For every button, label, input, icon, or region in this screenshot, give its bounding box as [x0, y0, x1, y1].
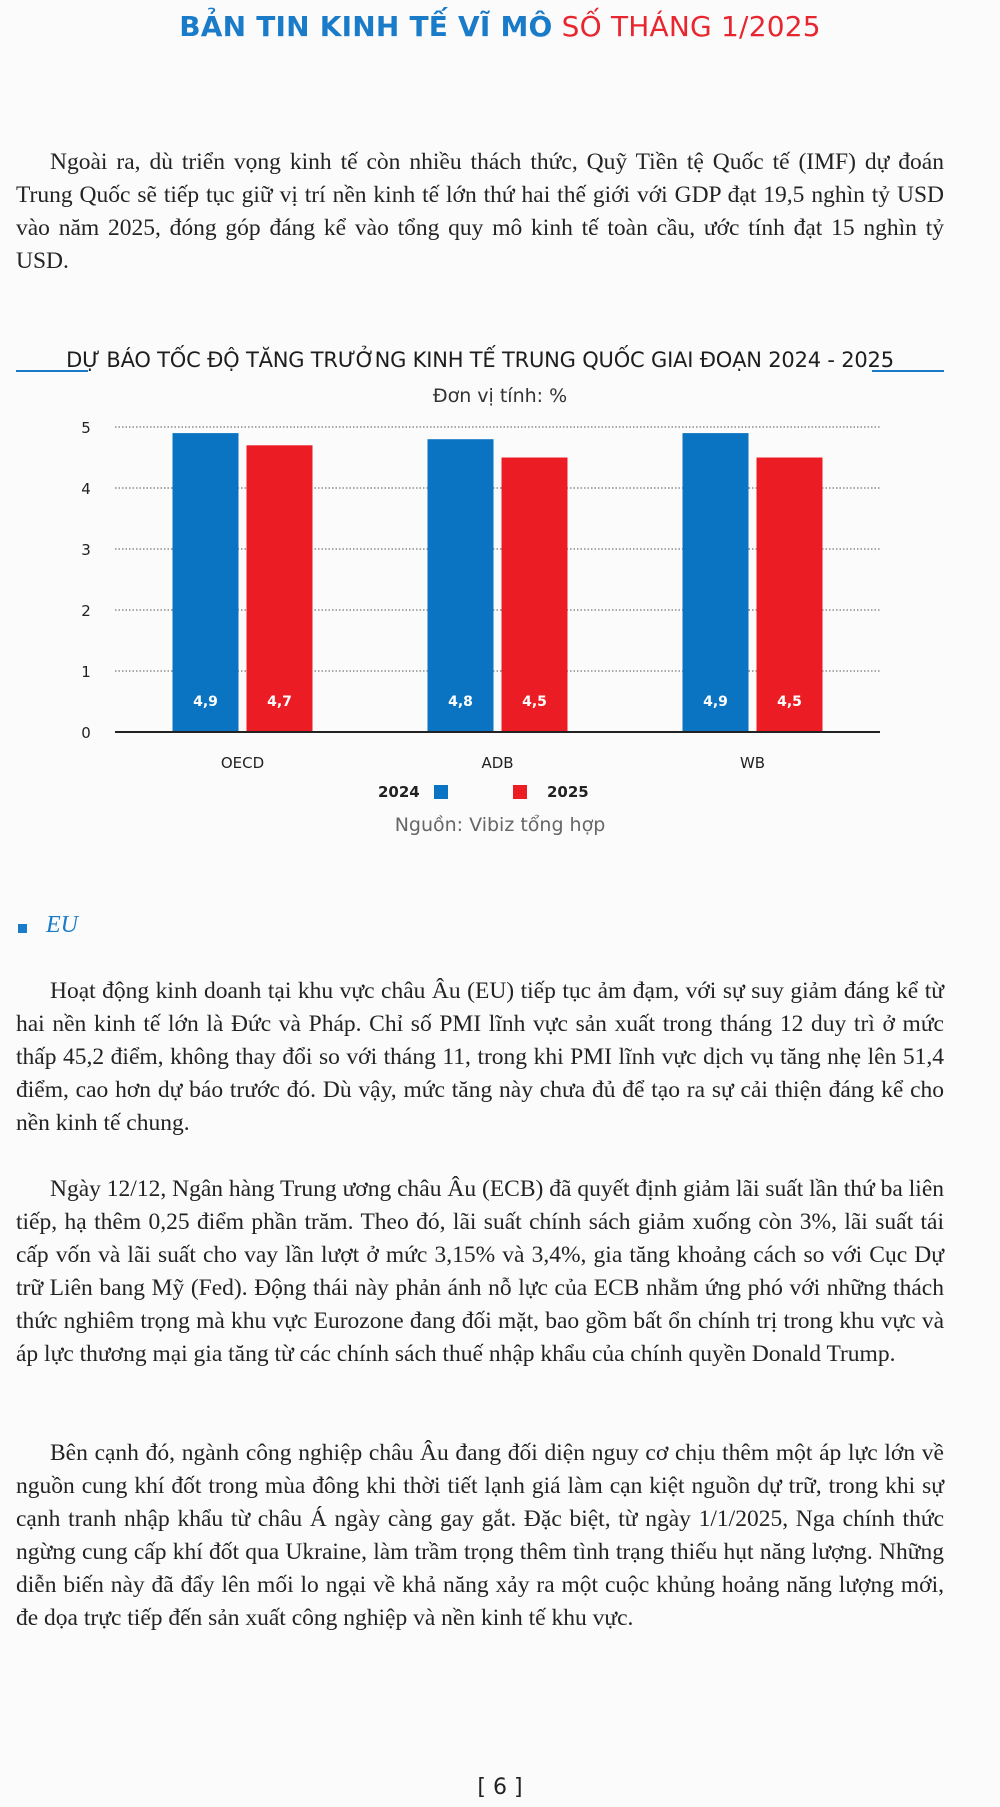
- legend-label-2025: 2025: [547, 783, 589, 801]
- x-tick-label: ADB: [481, 754, 514, 770]
- chart-title-bar: [16, 348, 944, 380]
- section-title: EU: [46, 912, 78, 938]
- y-tick-label: 1: [81, 663, 91, 681]
- data-label: 4,9: [703, 694, 728, 710]
- body-paragraph: Hoạt động kinh doanh tại khu vực châu Âu (EU) tiếp tục ảm đạm, với sự suy giảm đáng kể từ hai nền kinh tế lớn là Đức và Pháp. Chỉ số PMI lĩnh vực sản xuất trong tháng 12 duy trì ở mức thấp 45,2 điểm, không thay đổi so với tháng 11, trong khi PMI lĩnh vực dịch vụ tăng nhẹ lên 51,4 điểm, cao hơn dự báo trước đó. Dù vậy, mức tăng này chưa đủ để tạo ra sự cải thiện đáng kể cho nền kinh tế chung.: [16, 978, 944, 1136]
- chart-legend: [0, 780, 1000, 806]
- chart-title: DỰ BÁO TỐC ĐỘ TĂNG TRƯỞNG KINH TẾ TRUNG QUỐC GIAI ĐOẠN 2024 - 2025: [66, 348, 894, 372]
- legend-swatch-2024: [434, 785, 448, 799]
- y-tick-label: 2: [81, 602, 91, 620]
- legend-label-2024: 2024: [378, 783, 420, 801]
- bar-2024-adb: [428, 439, 494, 732]
- data-label: 4,8: [448, 694, 473, 710]
- body-paragraph: Ngày 12/12, Ngân hàng Trung ương châu Âu (ECB) đã quyết định giảm lãi suất lần thứ ba liên tiếp, hạ thêm 0,25 điểm phần trăm. Theo đó, lãi suất chính sách giảm xuống còn 3%, lãi suất tái cấp vốn và lãi suất cho vay lần lượt ở mức 3,15% và 3,4%, gia tăng khoảng cách so với Cục Dự trữ Liên bang Mỹ (Fed). Động thái này phản ánh nỗ lực của ECB nhằm ứng phó với những thách thức nghiêm trọng mà khu vực Eurozone đang đối mặt, bao gồm bất ổn chính trị trong khu vực và áp lực thương mại gia tăng từ các chính sách thuế nhập khẩu của chính quyền Donald Trump.: [16, 1176, 944, 1367]
- header-title: BẢN TIN KINH TẾ VĨ MÔ: [179, 10, 553, 43]
- y-tick-label: 3: [81, 541, 91, 559]
- data-label: 4,7: [267, 694, 292, 710]
- page-header: [0, 10, 1000, 43]
- body-paragraph: Bên cạnh đó, ngành công nghiệp châu Âu đang đối diện nguy cơ chịu thêm một áp lực lớn về nguồn cung khí đốt trong mùa đông khi thời tiết lạnh giá làm cạn kiệt nguồn dự trữ, trong khi sự cạnh tranh nhập khẩu từ châu Á ngày càng gay gắt. Đặc biệt, từ ngày 1/1/2025, Nga chính thức ngừng cung cấp khí đốt qua Ukraine, làm trầm trọng thêm tình trạng thiếu hụt năng lượng. Những diễn biến này đã đẩy lên mối lo ngại về khả năng xảy ra một cuộc khủng hoảng năng lượng mới, đe dọa trực tiếp đến sản xuất công nghiệp và nền kinh tế khu vực.: [16, 1440, 944, 1631]
- y-tick-label: 4: [81, 480, 91, 498]
- header-issue: SỐ THÁNG 1/2025: [561, 10, 821, 43]
- y-tick-label: 0: [81, 724, 91, 742]
- legend-swatch-2025: [513, 785, 527, 799]
- x-tick-label: WB: [739, 754, 766, 770]
- bar-2024-oecd: [173, 433, 239, 732]
- data-label: 4,5: [522, 694, 547, 710]
- section-bullet: [18, 924, 27, 933]
- bar-2025-wb: [757, 458, 823, 733]
- chart-source: Nguồn: Vibiz tổng hợp: [394, 814, 606, 836]
- x-tick-label: OECD: [220, 754, 265, 770]
- bar-2025-adb: [502, 458, 568, 733]
- bar-2024-wb: [683, 433, 749, 732]
- y-tick-label: 5: [81, 419, 91, 437]
- chart-unit: Đơn vị tính: %: [432, 385, 568, 407]
- page-number: [ 6 ]: [477, 1775, 523, 1800]
- bar-chart: [0, 410, 1000, 770]
- data-label: 4,5: [777, 694, 802, 710]
- intro-paragraph: Ngoài ra, dù triển vọng kinh tế còn nhiều thách thức, Quỹ Tiền tệ Quốc tế (IMF) dự đoán Trung Quốc sẽ tiếp tục giữ vị trí nền kinh tế lớn thứ hai thế giới với GDP đạt 19,5 nghìn tỷ USD vào năm 2025, đóng góp đáng kể vào tổng quy mô kinh tế toàn cầu, ước tính đạt 15 nghìn tỷ USD.: [16, 149, 944, 274]
- data-label: 4,9: [193, 694, 218, 710]
- bar-2025-oecd: [247, 445, 313, 732]
